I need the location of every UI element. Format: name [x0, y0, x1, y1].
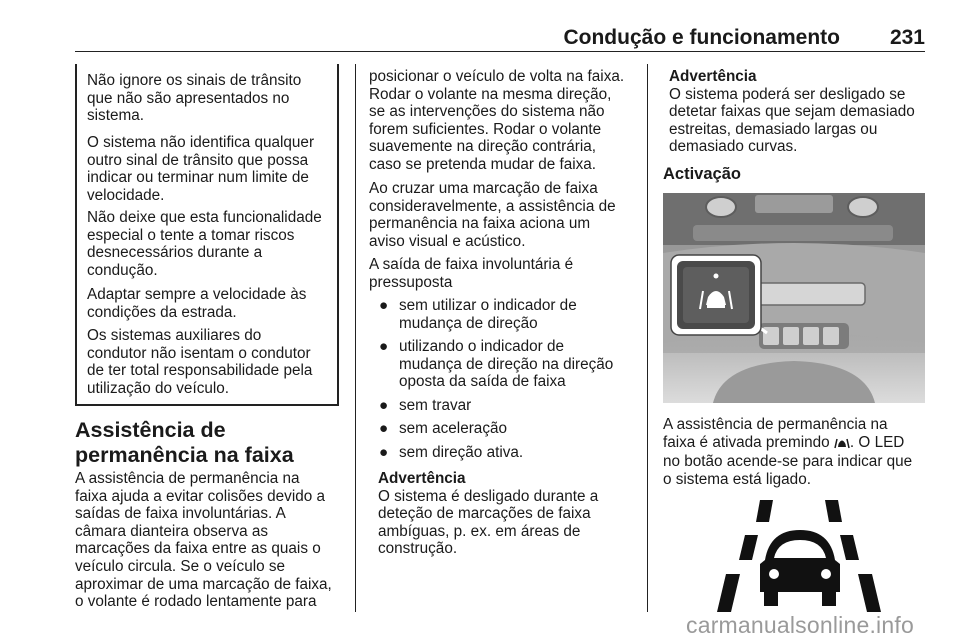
text-line: A assistência de permanência na: [663, 416, 888, 433]
body-paragraph: [369, 68, 641, 174]
lane-keep-assist-icon: [690, 500, 910, 612]
text-line: consideravelmente, a assistência de: [369, 197, 616, 215]
text-line: Adaptar sempre a velocidade às: [87, 286, 307, 303]
notice-paragraph: [87, 72, 337, 125]
text-line: O sistema poderá ser desligado se: [669, 85, 906, 103]
bullet-icon: ●: [379, 338, 389, 355]
text-line: sem travar: [399, 397, 472, 414]
text-line: O sistema é desligado durante a: [378, 487, 599, 505]
text-line: A saída de faixa involuntária é: [369, 256, 574, 273]
page-number: 231: [889, 26, 925, 49]
text-line: Rodar o volante na mesma direção,: [369, 85, 612, 103]
text-line: condições da estrada.: [87, 303, 237, 321]
bullet-icon: ●: [379, 420, 389, 437]
section-title: [75, 418, 345, 468]
lane-keep-symbol-figure: [690, 500, 910, 612]
text-line: estreitas, demasiado largas ou: [669, 120, 878, 138]
note-label: Advertência: [378, 470, 466, 487]
console-illustration: [663, 193, 925, 403]
text-line: permanência na faixa aciona um: [369, 215, 591, 233]
text-line: veículo circula. Se o veículo se: [75, 557, 286, 575]
chapter-title: Condução e funcionamento: [563, 26, 840, 49]
text-line: Ao cruzar uma marcação de faixa: [369, 180, 598, 197]
text-line: pressuposta: [369, 273, 453, 291]
text-line: ambíguas, p. ex. em áreas de: [378, 522, 581, 540]
watermark: carmanualsonline.info: [686, 612, 914, 638]
text-line: A assistência de permanência na: [75, 470, 300, 487]
text-line: que não são apresentados no: [87, 89, 290, 107]
notice-paragraph: [87, 286, 337, 321]
text-line: oposta da saída de faixa: [399, 373, 566, 391]
title-line: Assistência de: [75, 418, 226, 442]
text-line: deteção de marcações de faixa: [378, 505, 591, 523]
body-paragraph: [369, 180, 641, 250]
section-heading: Activação: [663, 165, 741, 183]
text-line: o volante é rodado lentamente para: [75, 593, 317, 611]
text-line: no botão acende-se para indicar que: [663, 453, 913, 471]
text-line: O sistema não identifica qualquer: [87, 134, 315, 151]
text-line: câmara dianteira observa as: [75, 522, 269, 540]
text-line: faixa é ativada premindo . O LED: [663, 434, 933, 454]
text-line: indicar ou terminar num limite de: [87, 169, 309, 187]
text-line: posicionar o veículo de volta na faixa.: [369, 68, 625, 85]
bullet-icon: ●: [379, 397, 389, 414]
text-line: sistema.: [87, 107, 144, 125]
text-line: mudança de direção na direção: [399, 355, 614, 373]
text-line: saídas de faixa involuntárias. A: [75, 505, 286, 523]
header-rule: [75, 51, 925, 52]
text-line: velocidade.: [87, 186, 165, 204]
body-paragraph: [369, 256, 641, 291]
body-paragraph: [75, 470, 345, 611]
note-block: [378, 470, 640, 558]
note-block: [669, 68, 931, 156]
title-line: permanência na faixa: [75, 443, 294, 467]
notice-paragraph: [87, 327, 337, 397]
note-label: Advertência: [669, 68, 757, 85]
notice-box: [75, 64, 339, 406]
text-line: forem suficientes. Rodar o volante: [369, 120, 602, 138]
console-photo: [663, 193, 925, 403]
text-line: caso se pretenda mudar de faixa.: [369, 155, 597, 173]
text-line: sem direção ativa.: [399, 444, 524, 461]
text-line: marcações da faixa entre as quais o: [75, 540, 321, 558]
text-line: suavemente na direção contrária,: [369, 138, 597, 156]
text-line: especial o tente a tomar riscos: [87, 226, 295, 244]
text-line: sem utilizar o indicador de: [399, 297, 577, 314]
text-line: utilizando o indicador de: [399, 338, 564, 355]
bullet-icon: ●: [379, 444, 389, 461]
text-line: de ter total responsabilidade pela: [87, 362, 313, 380]
text-line: construção.: [378, 540, 458, 558]
notice-paragraph: [87, 134, 337, 204]
column-divider: [647, 64, 648, 612]
lane-assist-icon: [834, 435, 850, 454]
text-line: faixa ajuda a evitar colisões devido a: [75, 487, 326, 505]
text-line: demasiado curvas.: [669, 138, 798, 156]
text-line: sem aceleração: [399, 420, 507, 437]
text-line: outro sinal de trânsito que possa: [87, 151, 309, 169]
text-line: aviso visual e acústico.: [369, 232, 526, 250]
text-line: aproximar de uma marcação de faixa,: [75, 575, 332, 593]
text-line: detetar faixas que sejam demasiado: [669, 103, 915, 121]
text-line: Não ignore os sinais de trânsito: [87, 72, 302, 89]
activation-paragraph: [663, 416, 933, 488]
bullet-icon: ●: [379, 297, 389, 314]
text-line: utilização do veículo.: [87, 379, 230, 397]
notice-paragraph: [87, 209, 337, 279]
column-divider: [355, 64, 356, 612]
text-line: desnecessários durante a: [87, 244, 263, 262]
text-line: se as intervenções do sistema não: [369, 103, 605, 121]
text-line: Os sistemas auxiliares do: [87, 327, 262, 344]
text-line: o sistema está ligado.: [663, 470, 811, 488]
text-line: mudança de direção: [399, 314, 538, 332]
text-line: condutor não isentam o condutor: [87, 344, 311, 362]
page-header: [75, 22, 925, 52]
text-line: condução.: [87, 261, 158, 279]
text-line: Não deixe que esta funcionalidade: [87, 209, 322, 226]
